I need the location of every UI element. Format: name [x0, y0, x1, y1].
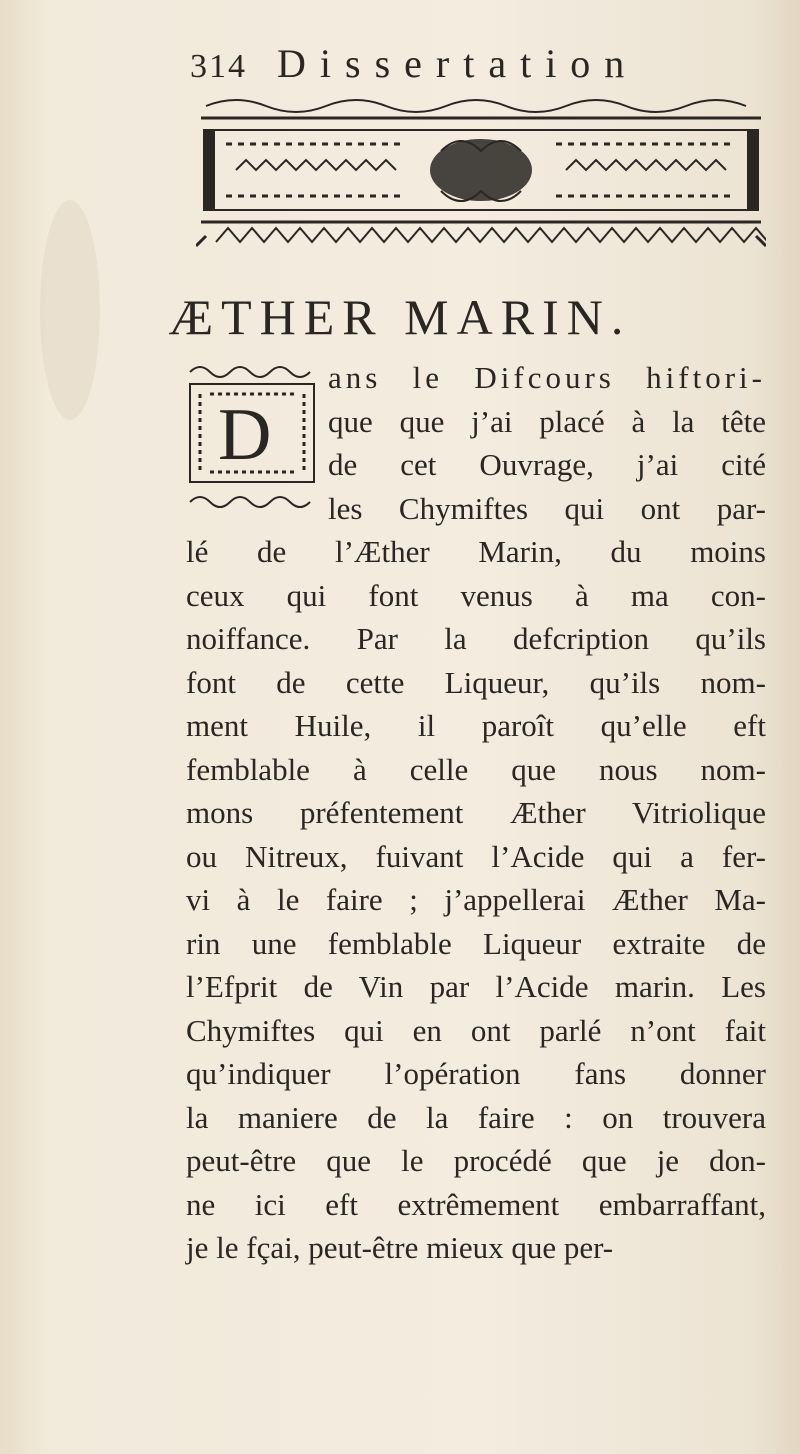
text-line: femblable à celle que nous nom-: [186, 751, 766, 787]
dropcap-letter: D: [218, 394, 272, 476]
text-line: je le fçai, peut-être mieux que per-: [186, 1230, 614, 1265]
body-paragraph: [186, 356, 766, 1270]
text-line: de cet Ouvrage, j’ai cité: [328, 447, 766, 482]
text-line: lé de l’Æther Marin, du moins: [186, 534, 766, 569]
text-line: qu’indiquer l’opération fans donner: [186, 1056, 766, 1091]
text-line: ceux qui font venus à ma con-: [186, 577, 766, 613]
text-line: les Chymiftes qui ont par-: [328, 490, 766, 526]
headpiece-ornament-icon: [196, 96, 766, 266]
text-line: font de cette Liqueur, qu’ils nom-: [186, 664, 766, 700]
text-line: noiffance. Par la defcription qu’ils: [186, 621, 766, 656]
text-line: ment Huile, il paroît qu’elle eft: [186, 708, 766, 743]
text-line: mons préfentement Æther Vitriolique: [186, 795, 766, 830]
text-line: peut-être que le procédé que je don-: [186, 1143, 766, 1178]
text-line: ne ici eft extrêmement embarraffant,: [186, 1186, 766, 1222]
text-line: l’Efprit de Vin par l’Acide marin. Les: [186, 969, 766, 1004]
dropcap: [186, 362, 318, 522]
text-line: Chymiftes qui en ont parlé n’ont fait: [186, 1012, 766, 1048]
page-number: 314: [190, 48, 247, 85]
text-line: ou Nitreux, fuivant l’Acide qui a fer-: [186, 838, 766, 874]
text-line: ans le Difcours hiftori-: [328, 360, 766, 395]
section-heading: ÆTHER MARIN.: [168, 289, 632, 345]
running-title: Dissertation: [277, 41, 639, 86]
text-line: vi à le faire ; j’appellerai Æther Ma-: [186, 882, 766, 917]
text-line: que que j’ai placé à la tête: [328, 403, 766, 439]
running-head: [190, 40, 750, 87]
text-line: rin une femblable Liqueur extraite de: [186, 925, 766, 961]
text-line: la maniere de la faire : on trouvera: [186, 1099, 766, 1135]
